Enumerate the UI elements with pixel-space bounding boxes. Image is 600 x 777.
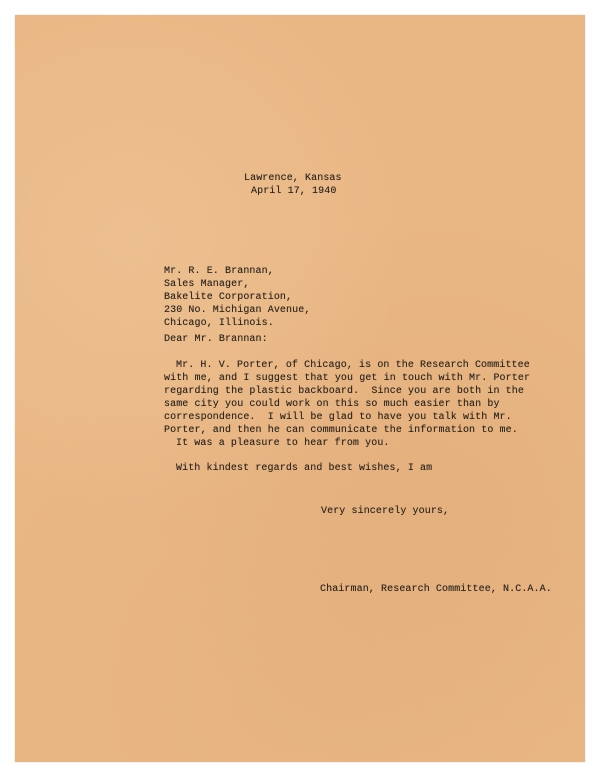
body-line: regarding the plastic backboard. Since you are both in the: [164, 386, 524, 397]
pleasure-line: It was a pleasure to hear from you.: [176, 438, 390, 449]
signature-title: Chairman, Research Committee, N.C.A.A.: [320, 584, 552, 595]
body-line: same city you could work on this so much easier than by: [164, 399, 500, 410]
salutation: Dear Mr. Brannan:: [164, 334, 268, 345]
recipient-title: Sales Manager,: [164, 279, 250, 290]
body-line: Mr. H. V. Porter, of Chicago, is on the Research Committee: [176, 360, 530, 371]
body-line: with me, and I suggest that you get in touch with Mr. Porter: [164, 373, 531, 384]
body-paragraph: [164, 359, 530, 437]
recipient-address: [164, 265, 310, 330]
recipient-company: Bakelite Corporation,: [164, 292, 293, 303]
recipient-street: 230 No. Michigan Avenue,: [164, 305, 311, 316]
letter-date: April 17, 1940: [251, 186, 337, 197]
body-line: correspondence. I will be glad to have you talk with Mr.: [164, 412, 512, 423]
regards-line: With kindest regards and best wishes, I am: [176, 463, 433, 474]
complimentary-close: Very sincerely yours,: [321, 506, 450, 517]
recipient-city: Chicago, Illinois.: [164, 318, 274, 329]
recipient-name: Mr. R. E. Brannan,: [164, 266, 274, 277]
date-block: [244, 172, 342, 198]
body-line: Porter, and then he can communicate the information to me.: [164, 425, 518, 436]
letter-place: Lawrence, Kansas: [244, 173, 342, 184]
